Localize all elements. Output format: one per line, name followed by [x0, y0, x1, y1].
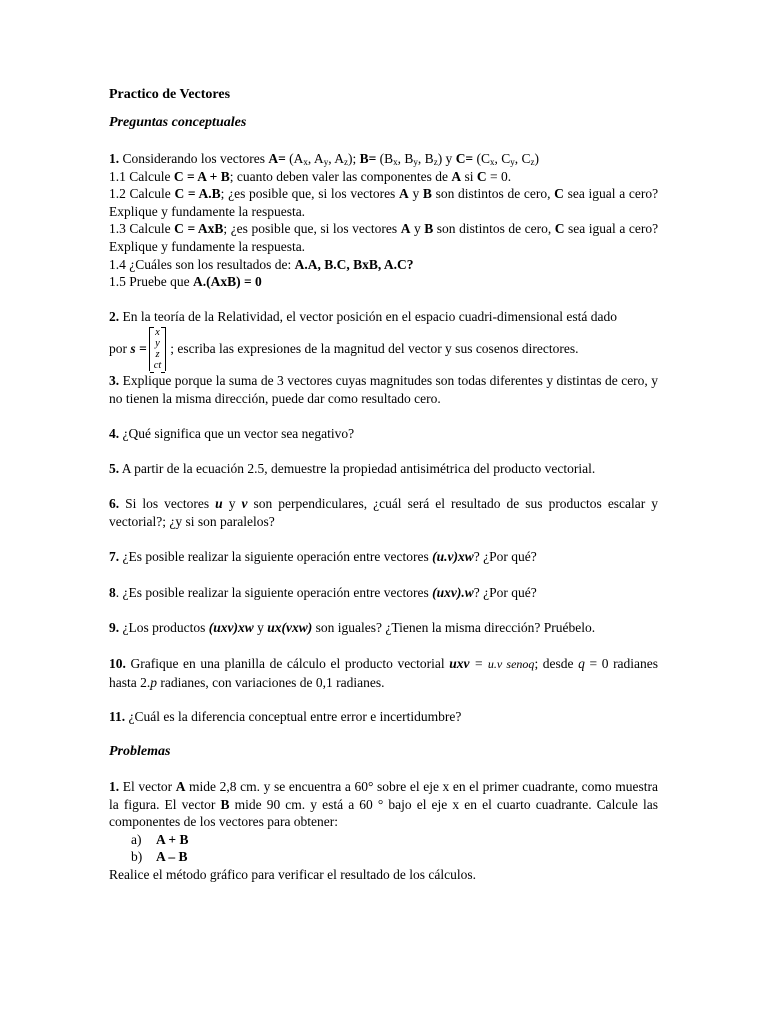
- problem-1-item-b: b) A – B: [131, 849, 188, 865]
- question-2-line-1: 2. En la teoría de la Relatividad, el vector posición en el espacio cuadri-dimensional está dado: [109, 309, 617, 324]
- problem-1-closing: Realice el método gráfico para verificar el resultado de los cálculos.: [109, 866, 476, 882]
- document-title: Practico de Vectores: [109, 87, 231, 102]
- question-2: [109, 308, 658, 371]
- question-5: 5. A partir de la ecuación 2.5, demuestre la propiedad antisimétrica del producto vectorial.: [109, 461, 596, 476]
- question-1-1: 1.1 Calcule C = A + B; cuanto deben valer las componentes de A si C = 0.: [109, 168, 512, 184]
- section-heading-problems: Problemas: [109, 744, 171, 759]
- question-1-2: 1.2 Calcule C = A.B; ¿es posible que, si los vectores A y B son distintos de cero, C sea igual a cero? Explique y fundamente la respuesta.: [109, 186, 659, 219]
- question-10: 10. Grafique en una planilla de cálculo el producto vectorial uxv = u.v senoq; desde q = 0 radianes hasta 2.p radianes, con variaciones de 0,1 radianes.: [109, 656, 659, 690]
- question-1-4: 1.4 ¿Cuáles son los resultados de: A.A, B.C, BxB, A.C?: [109, 256, 414, 272]
- question-3: 3. Explique porque la suma de 3 vectores cuyas magnitudes son todas diferentes y distintas de cero, y no tienen la misma dirección, puede dar como resultado cero.: [109, 373, 659, 406]
- question-2-line-2: por s = x y z ct ; escriba las expresiones de la magnitud del vector y sus cosenos directores.: [109, 326, 579, 371]
- problem-1: [109, 778, 658, 884]
- problem-1-statement: 1. El vector A mide 2,8 cm. y se encuentra a 60° sobre el eje x en el primer cuadrante, como muestra la figura. El vector B mide 90 cm. y está a 60 ° bajo el eje x en el cuarto cuadrante. Calcule las componentes de los vectores para obtener:: [109, 779, 659, 830]
- question-11: 11. ¿Cuál es la diferencia conceptual entre error e incertidumbre?: [109, 709, 462, 724]
- question-6: 6. Si los vectores u y v son perpendiculares, ¿cuál será el resultado de sus productos escalar y vectorial?; ¿y si son paralelos?: [109, 496, 659, 529]
- question-4: 4. ¿Qué significa que un vector sea negativo?: [109, 426, 355, 441]
- question-1-3: 1.3 Calcule C = AxB; ¿es posible que, si los vectores A y B son distintos de cero, C sea igual a cero? Explique y fundamente la respuesta.: [109, 221, 659, 254]
- question-1-intro: 1. Considerando los vectores $A= (A_x$, $A_y$, $A_z$); $B= (B_x$, $B_y$, $B_z$) y $C= (C_x$, $C_y$, $C_z$): [109, 151, 540, 167]
- question-8: 8. ¿Es posible realizar la siguiente operación entre vectores (uxv).w? ¿Por qué?: [109, 585, 537, 600]
- position-vector-matrix: x y z ct: [149, 327, 167, 371]
- question-7: 7. ¿Es posible realizar la siguiente operación entre vectores (u.v)xw? ¿Por qué?: [109, 549, 537, 564]
- question-1-5: 1.5 Pruebe que A.(AxB) = 0: [109, 274, 262, 290]
- question-1: [109, 150, 658, 291]
- question-9: 9. ¿Los productos (uxv)xw y ux(vxw) son iguales? ¿Tienen la misma dirección? Pruébelo.: [109, 620, 596, 635]
- problem-1-item-a: a) A + B: [131, 831, 189, 847]
- section-heading-conceptual: Preguntas conceptuales: [109, 115, 247, 130]
